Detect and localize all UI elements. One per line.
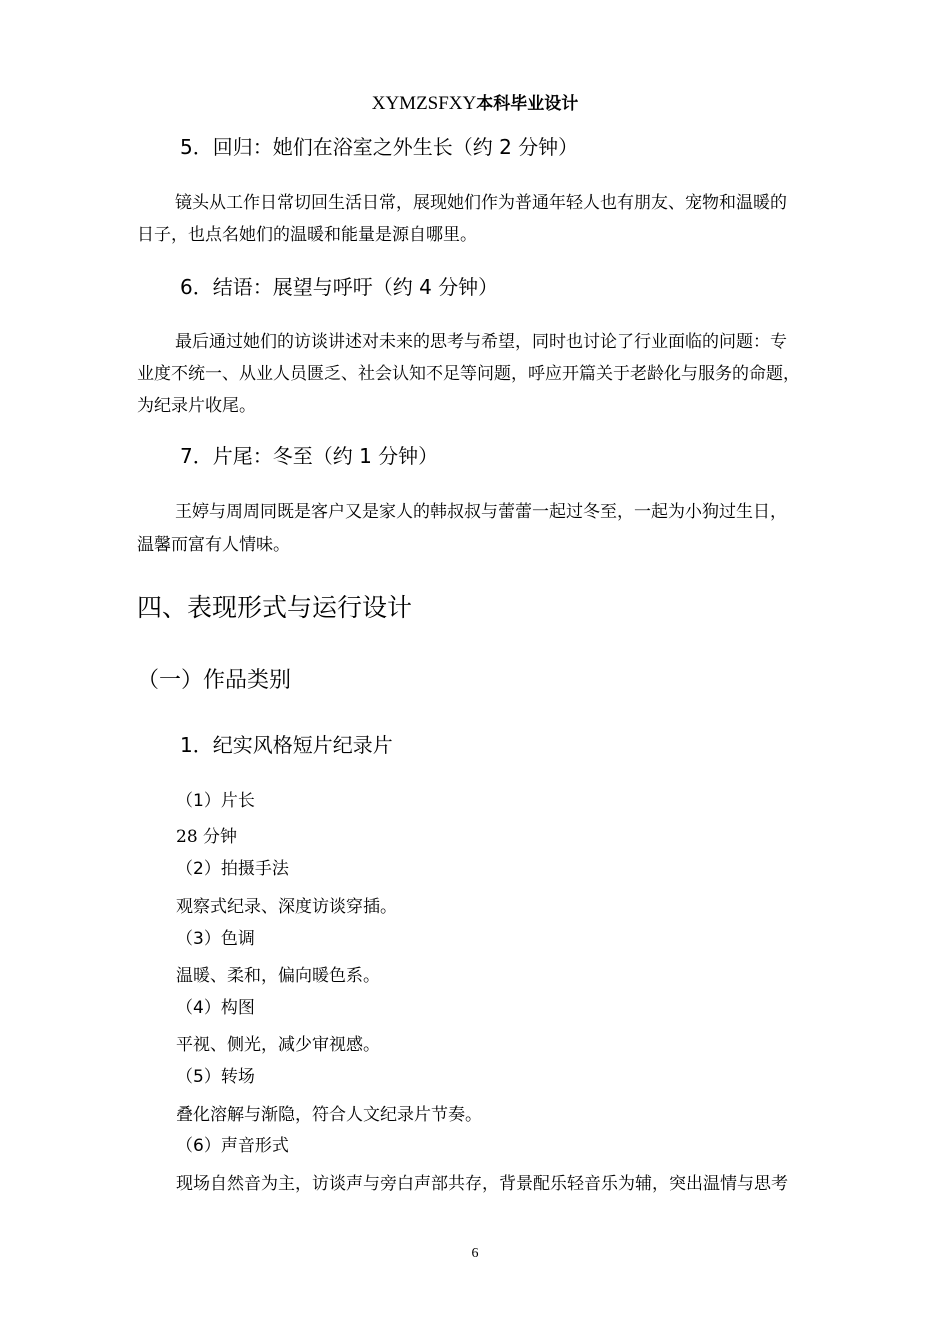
item-label: （2）拍摄手法 <box>176 859 289 879</box>
item-label: （4）构图 <box>176 998 255 1018</box>
paragraph-line: 温馨而富有人情味。 <box>137 535 290 555</box>
paragraph-line: 最后通过她们的访谈讲述对未来的思考与希望，同时也讨论了行业面临的问题：专 <box>175 332 787 352</box>
item-value: 观察式纪录、深度访谈穿插。 <box>176 897 397 917</box>
header-school-code: XYMZSFXY <box>371 93 477 114</box>
item-value: 平视、侧光，减少审视感。 <box>176 1035 380 1055</box>
item-label: （1）片长 <box>176 791 255 811</box>
section-6-heading: 6．结语：展望与呼吁（约 4 分钟） <box>180 275 499 299</box>
item-value: 温暖、柔和，偏向暖色系。 <box>176 966 380 986</box>
paragraph-line: 王婷与周周同既是客户又是家人的韩叔叔与蕾蕾一起过冬至，一起为小狗过生日， <box>175 502 787 522</box>
section-5-heading: 5．回归：她们在浴室之外生长（约 2 分钟） <box>180 135 579 159</box>
paragraph-line: 镜头从工作日常切回生活日常，展现她们作为普通年轻人也有朋友、宠物和温暖的 <box>175 193 787 213</box>
paragraph-line: 为纪录片收尾。 <box>137 396 256 416</box>
header-title: 本科毕业设计 <box>476 94 579 114</box>
page-header <box>0 92 950 116</box>
subsection-1-title: 1．纪实风格短片纪录片 <box>180 733 393 757</box>
item-value: 现场自然音为主，访谈声与旁白声部共存，背景配乐轻音乐为辅，突出温情与思考 <box>176 1174 788 1194</box>
page-number: 6 <box>471 1246 479 1261</box>
item-label: （6）声音形式 <box>176 1136 289 1156</box>
section-1-title: （一）作品类别 <box>137 668 292 693</box>
item-label: （3）色调 <box>176 929 255 949</box>
paragraph-line: 日子，也点名她们的温暖和能量是源自哪里。 <box>137 225 477 245</box>
item-label: （5）转场 <box>176 1067 255 1087</box>
chapter-4-title: 四、表现形式与运行设计 <box>137 593 413 622</box>
item-value: 28 分钟 <box>176 827 238 847</box>
paragraph-line: 业度不统一、从业人员匮乏、社会认知不足等问题，呼应开篇关于老龄化与服务的命题， <box>137 364 800 384</box>
section-7-heading: 7．片尾：冬至（约 1 分钟） <box>180 444 439 468</box>
item-value: 叠化溶解与渐隐，符合人文纪录片节奏。 <box>176 1105 482 1125</box>
